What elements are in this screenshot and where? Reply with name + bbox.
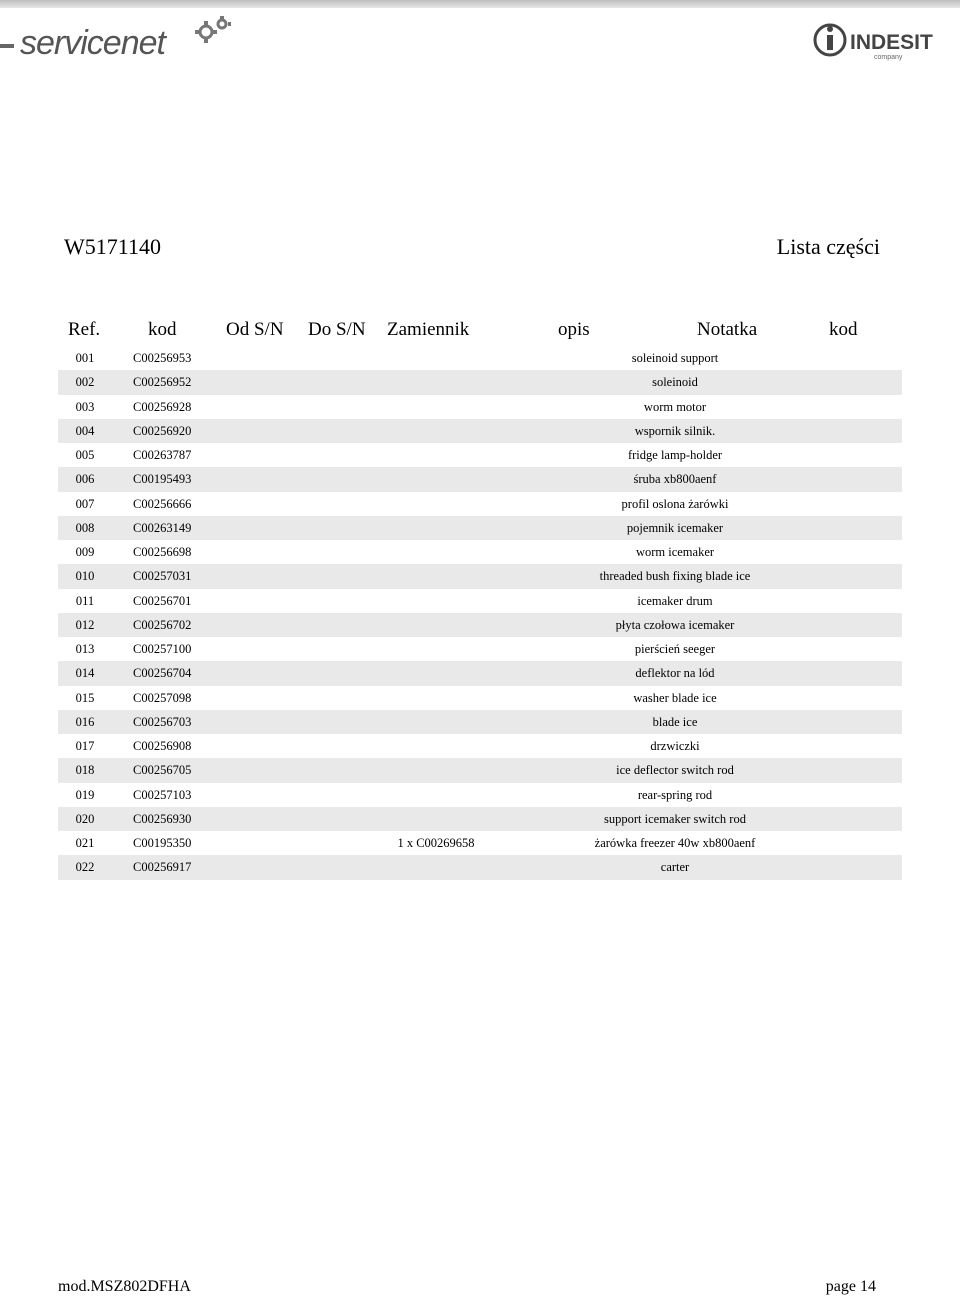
footer-page-number: page 14 xyxy=(825,1278,876,1295)
table-row xyxy=(58,734,902,758)
column-header-do-sn: Do S/N xyxy=(308,319,366,340)
cell-ref: 002 xyxy=(75,375,95,390)
table-row xyxy=(58,710,902,734)
cell-ref: 011 xyxy=(75,593,95,608)
cell-ref: 009 xyxy=(75,545,95,559)
table-row xyxy=(58,783,902,807)
table-body xyxy=(58,346,902,880)
cell-ref: 013 xyxy=(75,642,95,656)
servicenet-logo-text: servicenet xyxy=(20,24,165,62)
cell-kod: C00256917 xyxy=(133,860,192,875)
cell-ref: 008 xyxy=(75,520,95,535)
table-row xyxy=(58,516,902,540)
cell-opis: pierścień seeger xyxy=(634,642,716,656)
cell-opis: soleinoid xyxy=(652,375,698,390)
table-row xyxy=(58,758,902,782)
cell-ref: 018 xyxy=(75,763,95,778)
cell-opis: ice deflector switch rod xyxy=(616,763,734,778)
parts-table xyxy=(58,316,902,880)
table-row xyxy=(58,564,902,588)
cell-kod: C00257031 xyxy=(133,569,192,584)
cell-opis: worm icemaker xyxy=(635,545,715,559)
servicenet-logo xyxy=(0,14,250,66)
table-row xyxy=(58,589,902,613)
table-row xyxy=(58,807,902,831)
cell-opis: płyta czołowa icemaker xyxy=(615,617,735,632)
column-header-zamiennik: Zamiennik xyxy=(387,319,470,340)
cell-kod: C00257098 xyxy=(133,690,192,705)
cell-opis: fridge lamp-holder xyxy=(627,448,723,462)
cell-kod: C00257100 xyxy=(133,642,192,656)
cell-kod: C00256920 xyxy=(133,423,192,438)
document-code: W5171140 xyxy=(64,234,161,259)
cell-kod: C00256908 xyxy=(133,739,192,753)
cell-kod: C00256698 xyxy=(133,545,192,559)
cell-ref: 019 xyxy=(75,787,95,802)
cell-opis: żarówka freezer 40w xb800aenf xyxy=(594,836,756,850)
table-row xyxy=(58,540,902,564)
indesit-logo xyxy=(812,18,952,64)
cell-ref: 020 xyxy=(75,811,95,826)
cell-ref: 010 xyxy=(75,569,95,584)
cell-opis: blade ice xyxy=(652,714,698,729)
table-row xyxy=(58,346,902,370)
cell-opis: support icemaker switch rod xyxy=(604,811,746,826)
cell-kod: C00256953 xyxy=(133,351,192,365)
cell-kod: C00195350 xyxy=(133,836,192,850)
document-title: Lista części xyxy=(776,234,880,259)
cell-opis: deflektor na lód xyxy=(635,666,715,681)
column-header-notatka: Notatka xyxy=(697,319,758,340)
table-row xyxy=(58,395,902,419)
cell-kod: C00256928 xyxy=(133,399,192,414)
cell-opis: drzwiczki xyxy=(650,739,700,753)
cell-opis: icemaker drum xyxy=(637,593,713,608)
table-row xyxy=(58,637,902,661)
cell-kod: C00256666 xyxy=(133,496,192,511)
cell-zamiennik: 1 x C00269658 xyxy=(397,836,475,850)
cell-opis: threaded bush fixing blade ice xyxy=(599,569,751,584)
table-row xyxy=(58,443,902,467)
cell-kod: C00256702 xyxy=(133,617,192,632)
table-row xyxy=(58,613,902,637)
column-header-kod: kod xyxy=(148,319,177,340)
cell-kod: C00263787 xyxy=(133,448,192,462)
cell-ref: 001 xyxy=(75,351,95,365)
table-row xyxy=(58,419,902,443)
cell-ref: 017 xyxy=(75,739,95,753)
cell-ref: 005 xyxy=(75,448,95,462)
table-header xyxy=(58,316,902,346)
table-row xyxy=(58,661,902,685)
cell-kod: C00256952 xyxy=(133,375,192,390)
cell-kod: C00256705 xyxy=(133,763,192,778)
table-row xyxy=(58,855,902,879)
cell-kod: C00256930 xyxy=(133,811,192,826)
cell-kod: C00263149 xyxy=(133,520,192,535)
cell-ref: 014 xyxy=(75,666,95,681)
table-row xyxy=(58,492,902,516)
cell-ref: 015 xyxy=(75,690,95,705)
table-row xyxy=(58,831,902,855)
indesit-logo-subtext: company xyxy=(874,54,903,61)
cell-ref: 016 xyxy=(75,714,95,729)
cell-opis: pojemnik icemaker xyxy=(626,520,724,535)
top-bar xyxy=(0,0,960,8)
cell-ref: 007 xyxy=(75,496,95,511)
table-row xyxy=(58,370,902,394)
column-header-ref: Ref. xyxy=(68,319,101,340)
cell-ref: 004 xyxy=(75,423,95,438)
footer-model: mod.MSZ802DFHA xyxy=(58,1278,191,1295)
cell-opis: soleinoid support xyxy=(631,351,719,365)
table-row xyxy=(58,686,902,710)
cell-ref: 021 xyxy=(75,836,95,850)
column-header-opis: opis xyxy=(558,319,590,340)
cell-kod: C00256703 xyxy=(133,714,192,729)
cell-ref: 003 xyxy=(75,399,95,414)
cell-kod: C00257103 xyxy=(133,787,192,802)
cell-opis: worm motor xyxy=(643,399,707,414)
indesit-logo-text: INDESIT xyxy=(850,31,933,54)
table-row xyxy=(58,467,902,491)
cell-kod: C00195493 xyxy=(133,472,192,487)
cell-opis: washer blade ice xyxy=(633,690,717,705)
column-header-kod-2: kod xyxy=(829,319,858,340)
column-header-od-sn: Od S/N xyxy=(226,319,284,340)
cell-ref: 022 xyxy=(75,860,95,875)
cell-kod: C00256701 xyxy=(133,593,192,608)
cell-opis: carter xyxy=(660,860,690,875)
cell-opis: śruba xb800aenf xyxy=(633,472,717,487)
cell-opis: wspornik silnik. xyxy=(634,423,716,438)
cell-ref: 012 xyxy=(75,617,95,632)
cell-opis: profil oslona żarówki xyxy=(621,496,729,511)
cell-kod: C00256704 xyxy=(133,666,192,681)
cell-opis: rear-spring rod xyxy=(637,787,713,802)
cell-ref: 006 xyxy=(75,472,95,487)
